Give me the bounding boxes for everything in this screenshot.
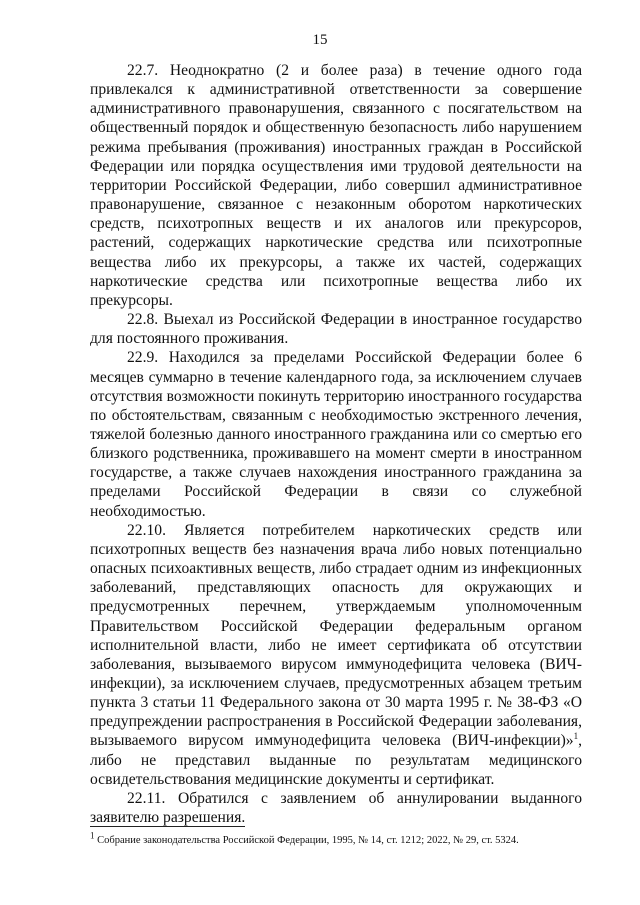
footnote-divider [90,826,245,827]
paragraph-22-10 [90,521,582,789]
footnote-text: Собрание законодательства Российской Федерации, 1995, № 14, ст. 1212; 2022, № 29, ст. 5324. [94,835,519,846]
paragraph-22-11: 22.11. Обратился с заявлением об аннулировании выданного заявителю разрешения. [90,789,582,827]
paragraph-22-9: 22.9. Находился за пределами Российской Федерации более 6 месяцев суммарно в течение календарного года, за исключением случаев отсутствия возможности покинуть территорию иностранного государства по обстоятельствам, связанным с необходимостью экстренного лечения, тяжелой болезнью данного иностранного гражданина или со смертью его близкого родственника, проживавшего на момент смерти в иностранном государстве, а также случаев нахождения иностранного гражданина за пределами Российской Федерации в связи со служебной необходимостью. [90,349,582,520]
footnote-marker: 1 [90,830,95,841]
footnote [90,830,590,847]
footnote-reference: 1 [573,731,579,742]
paragraph-22-10-text: 22.10. Является потребителем наркотических средств или психотропных веществ без назначения врача либо новых потенциально опасных психоактивных веществ, либо страдает одним из инфекционных заболеваний, представляющих опасность для окружающих и предусмотренных перечнем, утверждаемым уполномоченным Правительством Российской Федерации федеральным органом исполнительной власти, либо не имеет сертификата об отсутствии заболевания, вызываемого вирусом иммунодефицита человека (ВИЧ-инфекции), за исключением случаев, предусмотренных абзацем третьим пункта 3 статьи 11 Федерального закона от 30 марта 1995 г. № 38-ФЗ «О предупреждении распространения в Российской Федерации заболевания, вызываемого вирусом иммунодефицита человека (ВИЧ-инфекции)» [90,521,582,750]
paragraph-22-8: 22.8. Выехал из Российской Федерации в иностранное государство для постоянного проживания. [90,311,582,348]
paragraph-22-7: 22.7. Неоднократно (2 и более раза) в течение одного года привлекался к административной ответственности за совершение административного правонарушения, связанного с посягательством на общественный порядок и общественную безопасность либо нарушением режима пребывания (проживания) иностранных граждан в Российской Федерации или порядка осуществления ими трудовой деятельности на территории Российской Федерации, либо совершил административное правонарушение, связанное с незаконным оборотом наркотических средств, психотропных веществ и их аналогов или прекурсоров, растений, содержащих наркотические средства или психотропные вещества либо их прекурсоры, а также их частей, содержащих наркотические средства или психотропные вещества либо их прекурсоры. [90,62,582,309]
document-body [90,61,582,827]
paragraph-22-10-tail: , либо не представил выданные по результатам медицинского освидетельствования медицинские документы и сертификат. [90,732,582,788]
page-number: 15 [312,32,328,48]
